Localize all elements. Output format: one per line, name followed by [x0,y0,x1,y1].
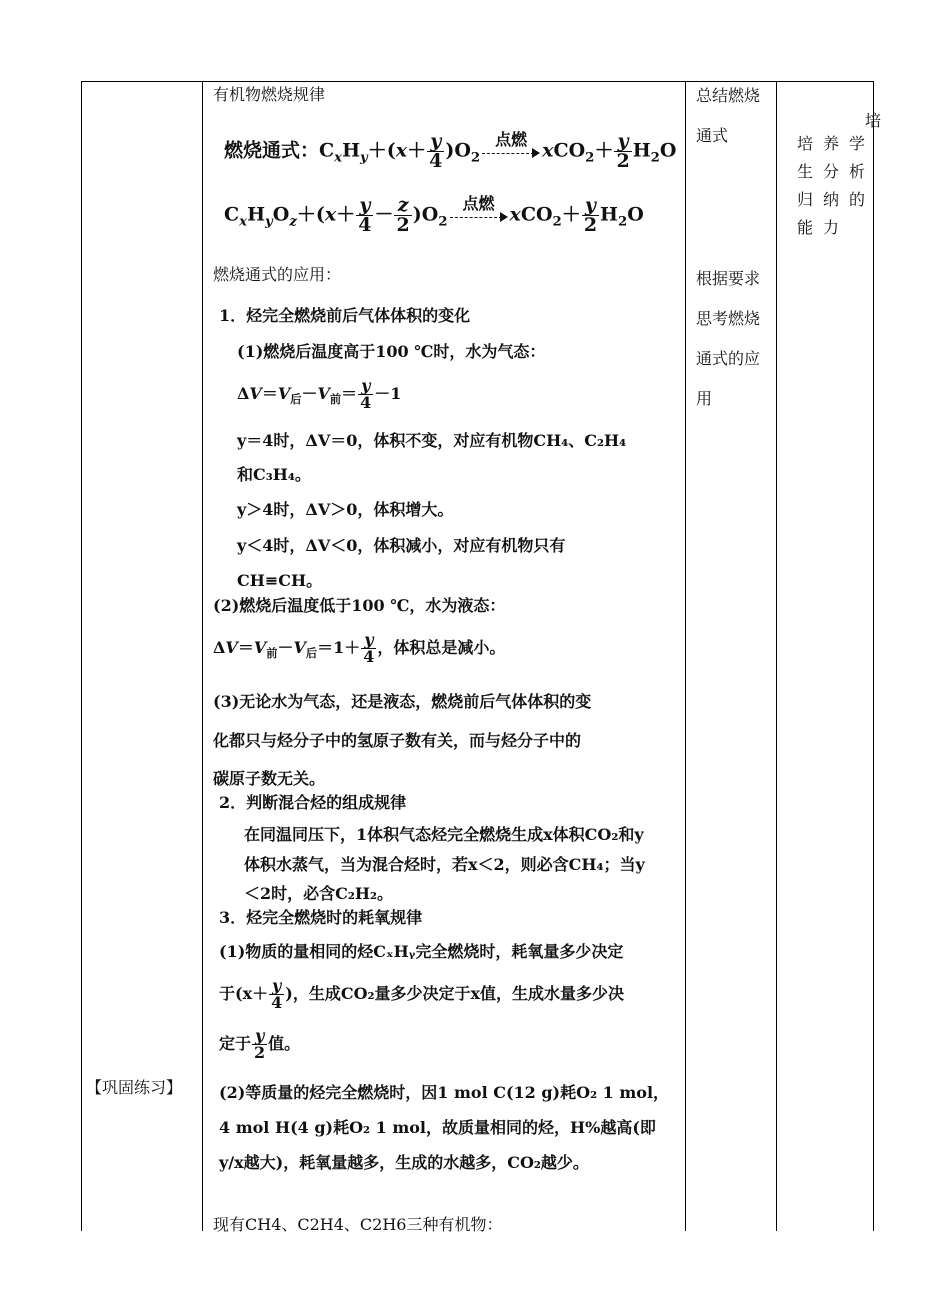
heading: 有机物燃烧规律 [213,85,326,104]
activity-summary-line-2: 通式 [696,126,729,145]
rule2-line1: 在同温同压下，1体积气态烃完全燃烧生成x体积CO₂和y [244,825,644,844]
goal-line-3: 归纳的 [797,190,876,209]
rule1-y-eq-4-a: y＝4时，ΔV＝0，体积不变，对应有机物CH₄、C₂H₄ [237,431,627,450]
goal-line-1: 培养学 [797,134,876,153]
activity-summary [696,76,760,156]
goal-line-4: 能力 [797,218,850,237]
rule3-sub1-line3-post: 值。 [268,1034,301,1053]
rule1-y-lt-4-a: y＜4时，ΔV＜0，体积减小，对应有机物只有 [237,536,566,555]
section-label: 【巩固练习】 [86,1078,183,1097]
rule3-sub1-line2-post: )，生成CO₂量多少决定于x值，生成水量多少决 [285,984,625,1003]
rule3-sub2-line3: y/x越大)，耗氧量越多，生成的水越多，CO₂越少。 [219,1153,589,1172]
rule2-title: 2．判断混合烃的组成规律 [219,793,407,812]
rule1-y-gt-4: y＞4时，ΔV＞0，体积增大。 [237,500,454,519]
col-divider-1 [202,81,203,1231]
rule3-sub1-line3-pre: 定于 [219,1034,252,1053]
goal-line-2: 生分析 [797,162,876,181]
combustion-formula-hydrocarbon: 燃烧通式：$C_xH_y+(x+$ $\frac{y}{4}$ )$O_2$ 点燃 xCO$_2$＋ $\frac{y}{2}$ $H_2O$ [224,132,676,171]
rule3-sub2-line2: 4 mol H(4 g)耗O₂ 1 mol，故质量相同的烃，H%越高(即 [219,1118,656,1137]
rule1-y-lt-4-b: CH≡CH。 [237,571,323,590]
last-line: 现有CH4、C2H4、C2H6三种有机物： [213,1215,503,1234]
activity-summary-line-1: 总结燃烧 [696,86,761,105]
table-right-border [873,81,874,1231]
rule1-sub3-line2: 化都只与烃分子中的氢原子数有关，而与烃分子中的 [213,731,582,750]
delta-v-formula-liquid: $\Delta V=V_前-V_后=1+$ $\frac{y}{4}$ ，体积总是减小。 [213,630,506,666]
rule3-sub1-line3: 定于 $\frac{y}{2}$ 值。 [219,1026,301,1062]
goal-overflow-char: 培 [865,111,882,130]
arrow-label: 点燃 [495,129,528,149]
activity-think-line-4: 用 [696,389,713,408]
col-divider-3 [776,81,777,1231]
rule3-sub2-line1: (2)等质量的烃完全燃烧时，因1 mol C(12 g)耗O₂ 1 mol， [219,1083,670,1102]
rule3-sub1-line1: (1)物质的量相同的烃CₓHᵧ完全燃烧时，耗氧量多少决定 [219,942,624,961]
rule1-sub2: (2)燃烧后温度低于100 ℃，水为液态： [213,596,506,615]
application-heading: 燃烧通式的应用： [213,265,342,284]
rule2-line3: ＜2时，必含C₂H₂。 [244,884,394,903]
arrow-label-2: 点燃 [462,193,495,213]
rule1-sub2-tail: ，体积总是减小。 [377,638,506,657]
rule2-line2: 体积水蒸气，当为混合烃时，若x＜2，则必含CH₄；当y [244,855,645,874]
rule1-y-eq-4-b: 和C₃H₄。 [237,465,311,484]
rule1-sub3-line3: 碳原子数无关。 [213,769,326,788]
activity-think-line-2: 思考燃烧 [696,309,761,328]
rule3-title: 3．烃完全燃烧时的耗氧规律 [219,908,423,927]
col-divider-2 [685,81,686,1231]
rule1-sub3-line1: (3)无论水为气态，还是液态，燃烧前后气体体积的变 [213,692,592,711]
goal-text [797,130,875,242]
combustion-formula-oxygenated: $C_xH_yO_z+(x+$ $\frac{y}{4}$ － $\frac{z}{2}$ )$O_2$ 点燃 xCO$_2$＋ $\frac{y}{2}$ $H_2O$ [224,196,644,235]
table-left-border [81,81,82,1231]
rule1-sub1: (1)燃烧后温度高于100 ℃时，水为气态： [237,342,546,361]
activity-think-line-3: 通式的应 [696,349,761,368]
activity-think-line-1: 根据要求 [696,269,761,288]
activity-think [696,259,760,419]
rule1-title: 1．烃完全燃烧前后气体体积的变化 [219,306,471,325]
rule3-sub1-line2: 于(x＋ $\frac{y}{4}$ )，生成CO₂量多少决定于x值，生成水量多少决 [219,976,625,1012]
delta-v-formula-gas: $\Delta V=V_后-V_前=$ $\frac{y}{4}$ －1 [237,376,402,412]
formula-prefix: 燃烧通式： [224,139,320,162]
rule3-sub1-line2-pre: 于(x＋ [219,984,269,1003]
